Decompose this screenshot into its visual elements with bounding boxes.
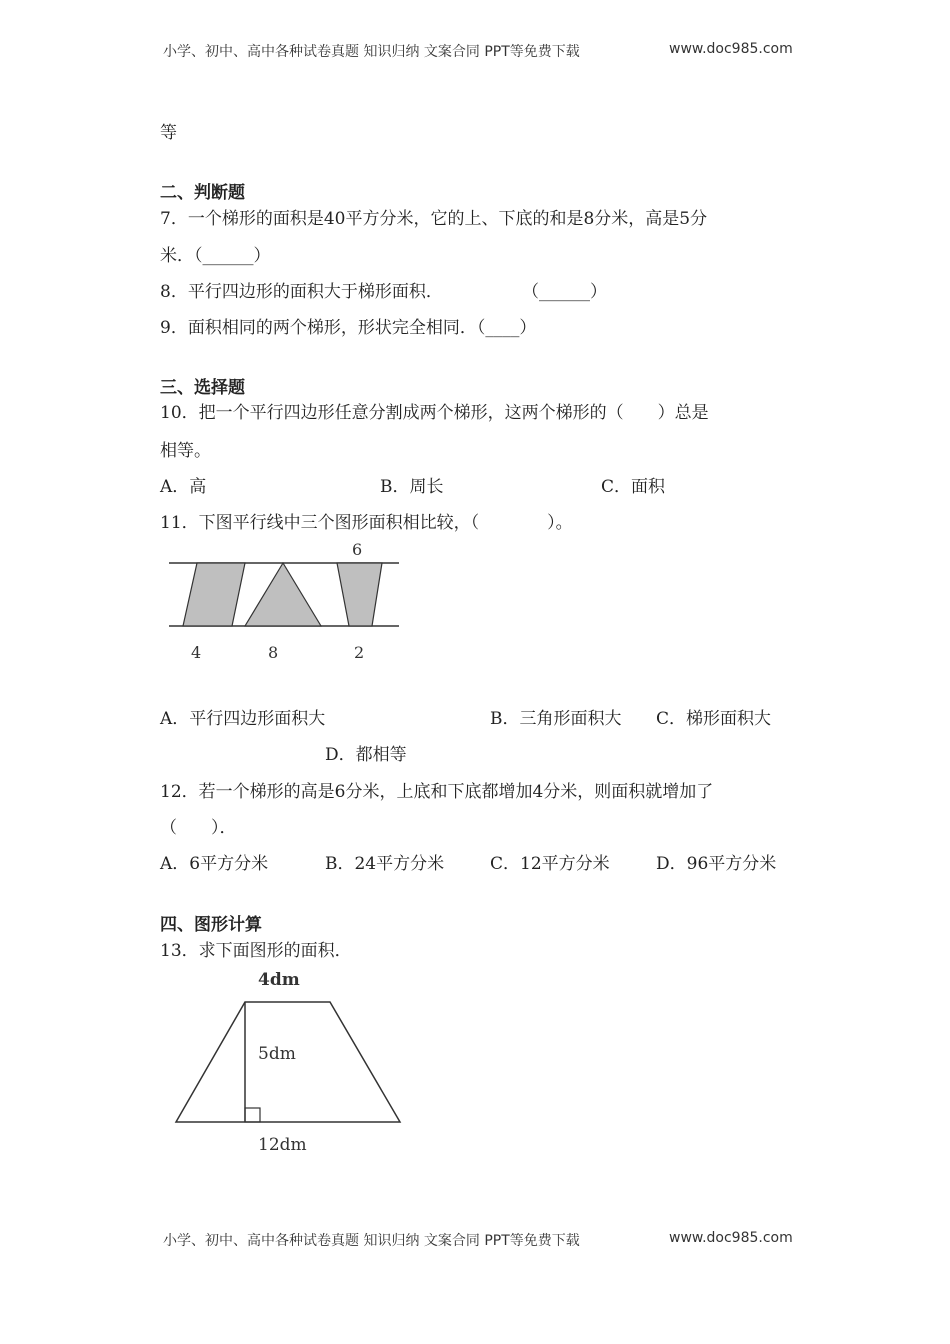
label-bottom-base: 12dm bbox=[258, 1135, 307, 1155]
question-8: 8．平行四边形的面积大于梯形面积． bbox=[160, 282, 443, 302]
question-12-line2: （ ）． bbox=[160, 818, 237, 838]
right-angle-mark bbox=[245, 1108, 260, 1122]
question-8-blank: （______） bbox=[522, 282, 607, 302]
label-trapezoid-2: 2 bbox=[354, 643, 365, 662]
question-11: 11．下图平行线中三个图形面积相比较，（ ）。 bbox=[160, 513, 573, 533]
figure-parallel-shapes bbox=[160, 535, 410, 670]
question-10-line1: 10．把一个平行四边形任意分割成两个梯形，这两个梯形的（ ）总是 bbox=[160, 403, 709, 423]
question-9: 9．面积相同的两个梯形，形状完全相同．（____） bbox=[160, 318, 537, 338]
question-11-option-b: B．三角形面积大 bbox=[490, 709, 622, 729]
header-url: www.doc985.com bbox=[669, 41, 793, 57]
question-12-option-c: C．12平方分米 bbox=[490, 854, 610, 874]
header-left-text: 小学、初中、高中各种试卷真题 知识归纳 文案合同 PPT等免费下载 bbox=[163, 44, 580, 60]
label-top-6: 6 bbox=[352, 540, 363, 559]
section-title-judgement: 二、判断题 bbox=[160, 183, 245, 203]
footer-left-text: 小学、初中、高中各种试卷真题 知识归纳 文案合同 PPT等免费下载 bbox=[163, 1233, 580, 1249]
section-title-figure-calc: 四、图形计算 bbox=[160, 915, 262, 935]
label-triangle-8: 8 bbox=[268, 643, 279, 662]
question-12-line1: 12．若一个梯形的高是6分米，上底和下底都增加4分米，则面积就增加了 bbox=[160, 782, 714, 802]
question-13: 13．求下面图形的面积． bbox=[160, 941, 352, 961]
question-12-option-d: D．96平方分米 bbox=[656, 854, 777, 874]
label-height: 5dm bbox=[258, 1044, 296, 1064]
question-11-option-c: C．梯形面积大 bbox=[656, 709, 772, 729]
label-top-base: 4dm bbox=[258, 970, 300, 990]
question-10-option-c: C．面积 bbox=[601, 477, 666, 497]
question-11-option-a: A．平行四边形面积大 bbox=[160, 709, 326, 729]
shape-parallelogram bbox=[183, 563, 245, 626]
figure-trapezoid bbox=[160, 962, 420, 1162]
question-12-option-a: A．6平方分米 bbox=[160, 854, 269, 874]
question-7-line1: 7．一个梯形的面积是40平方分米，它的上、下底的和是8分米，高是5分 bbox=[160, 209, 708, 229]
carryover-text: 等 bbox=[160, 123, 177, 143]
shape-triangle bbox=[245, 563, 321, 626]
shape-trapezoid bbox=[337, 563, 382, 626]
footer-url: www.doc985.com bbox=[669, 1230, 793, 1246]
question-11-option-d: D．都相等 bbox=[325, 745, 407, 765]
question-12-option-b: B．24平方分米 bbox=[325, 854, 445, 874]
question-10-option-a: A．高 bbox=[160, 477, 207, 497]
question-7-line2: 米．（______） bbox=[160, 246, 271, 266]
question-10-option-b: B．周长 bbox=[380, 477, 444, 497]
section-title-choice: 三、选择题 bbox=[160, 378, 245, 398]
label-parallelogram-4: 4 bbox=[191, 643, 202, 662]
question-10-line2: 相等。 bbox=[160, 441, 211, 461]
